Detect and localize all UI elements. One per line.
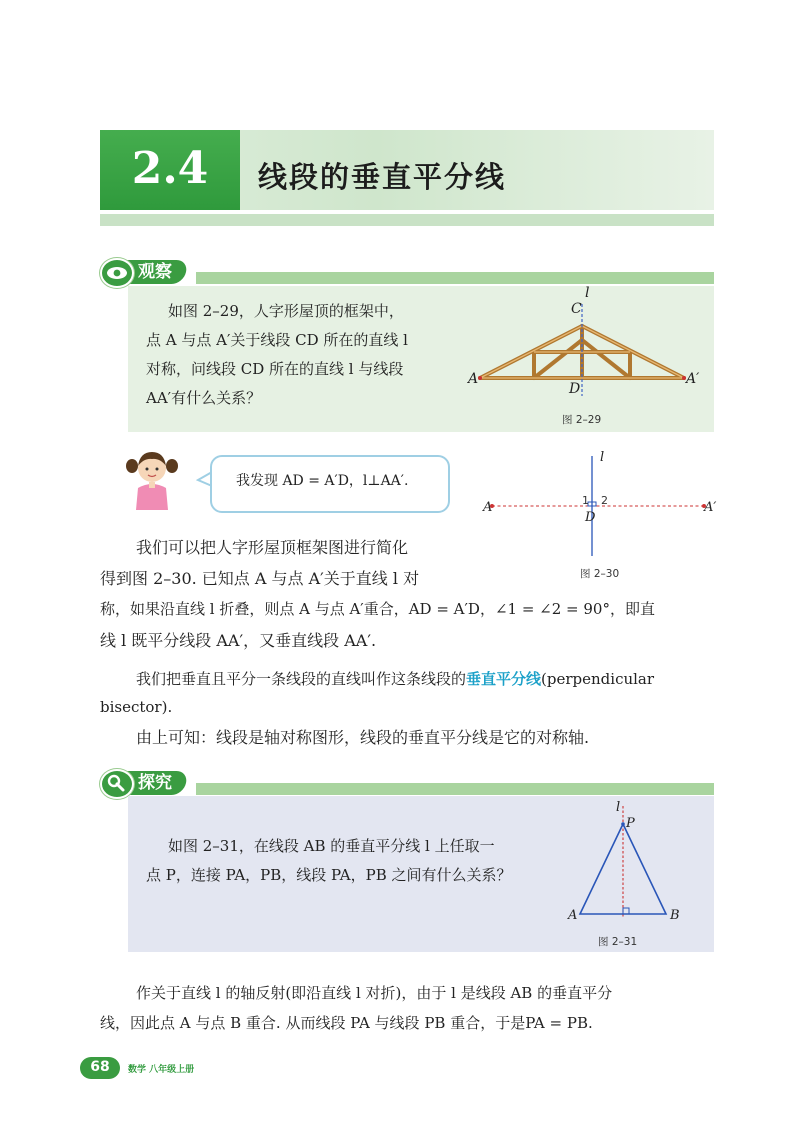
observe-line-1: 如图 2–29，人字形屋顶的框架中，	[168, 302, 404, 320]
fig31-caption: 图 2–31	[598, 936, 638, 948]
body-p2-after: (perpendicular	[541, 670, 655, 688]
eye-icon	[100, 258, 134, 288]
explore-label: 探究	[119, 771, 188, 795]
fig30-label-l: l	[600, 450, 605, 465]
body-p2-line2: bisector).	[100, 698, 173, 716]
fig30-caption: 图 2–30	[580, 568, 620, 580]
fig29-label-d: D	[569, 381, 581, 397]
explore-line-1: 如图 2–31，在线段 AB 的垂直平分线 l 上任取一	[168, 837, 495, 855]
fig30-label-1: 1	[582, 494, 589, 507]
body-p2-before: 我们把垂直且平分一条线段的直线叫作这条线段的	[136, 670, 467, 688]
observe-line-2: 点 A 与点 A′关于线段 CD 所在的直线 l	[146, 331, 408, 349]
fig31-label-b: B	[670, 908, 680, 923]
body-p1-line2: 得到图 2–30. 已知点 A 与点 A′关于直线 l 对	[100, 569, 420, 588]
section-title: 线段的垂直平分线	[258, 160, 507, 194]
fig30-label-2: 2	[601, 494, 608, 507]
footer-book-title: 数学 八年级上册	[128, 1065, 195, 1075]
roof-truss-figure	[470, 296, 700, 416]
fig29-label-a: A	[468, 371, 479, 387]
fig29-label-l: l	[585, 285, 590, 301]
body-p1-line3: 称，如果沿直线 l 折叠，则点 A 与点 A′重合，AD = A′D，∠1 = ∠2 = 90°，即直	[100, 600, 655, 618]
explore-line-2: 点 P，连接 PA，PB，线段 PA，PB 之间有什么关系？	[146, 866, 512, 884]
body-p3: 由上可知：线段是轴对称图形，线段的垂直平分线是它的对称轴.	[136, 728, 590, 747]
fig29-label-a-prime: A′	[686, 371, 700, 387]
fig31-label-l: l	[616, 800, 621, 815]
observe-tag-bar	[196, 272, 714, 284]
fig29-label-c: C	[571, 301, 582, 317]
page-number: 68	[90, 1059, 110, 1075]
body-p2-line1	[136, 664, 654, 695]
after-line-2: 线，因此点 A 与点 B 重合. 从而线段 PA 与线段 PB 重合，于是PA = PB.	[100, 1014, 593, 1032]
observe-line-4: AA′有什么关系？	[146, 389, 262, 407]
girl-avatar-icon	[124, 446, 180, 510]
body-p1-line1: 我们可以把人字形屋顶框架图进行简化	[136, 538, 409, 557]
explore-tag-bar	[196, 783, 714, 795]
isosceles-triangle-figure	[570, 800, 680, 924]
fig29-caption: 图 2–29	[562, 414, 602, 426]
section-number: 2.4	[131, 143, 209, 194]
speech-text: 我发现 AD = A′D，l⊥AA′.	[236, 473, 409, 489]
term-perpendicular-bisector: 垂直平分线	[466, 670, 542, 688]
fig30-label-a-prime: A′	[704, 500, 717, 515]
body-p1-line4: 线 l 既平分线段 AA′，又垂直线段 AA′.	[100, 631, 377, 650]
observe-label: 观察	[119, 260, 188, 284]
fig31-label-p: P	[626, 816, 635, 831]
header-underline	[100, 214, 714, 226]
observe-line-3: 对称，问线段 CD 所在的直线 l 与线段	[146, 360, 404, 378]
wrench-icon	[100, 769, 134, 799]
fig31-label-a: A	[568, 908, 578, 923]
fig30-label-d: D	[585, 510, 596, 525]
after-line-1: 作关于直线 l 的轴反射(即沿直线 l 对折)，由于 l 是线段 AB 的垂直平分	[136, 984, 613, 1002]
fig30-label-a: A	[483, 500, 493, 515]
